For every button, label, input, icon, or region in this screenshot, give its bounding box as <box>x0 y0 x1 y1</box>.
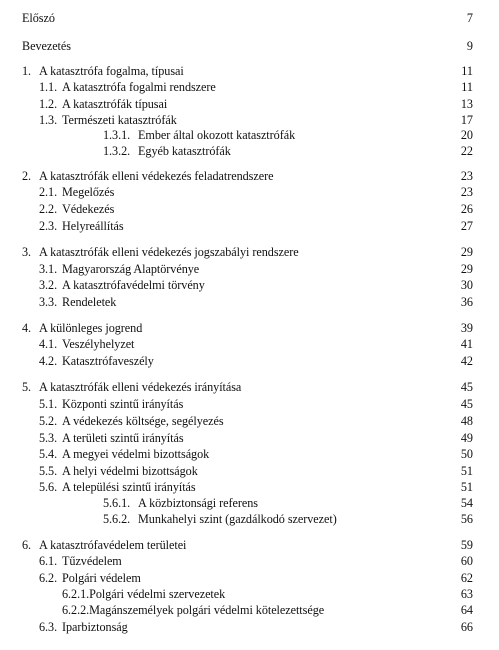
entry-number: 5.6.1. <box>103 496 131 510</box>
entry-number: 1. <box>22 64 32 78</box>
entry-number: 5.2. <box>39 414 58 428</box>
entry-page: 60 <box>460 554 473 568</box>
entry-page: 63 <box>460 587 473 601</box>
entry-title: Veszélyhelyzet <box>62 337 135 351</box>
entry-number: 2.2. <box>39 202 58 216</box>
entry-number: 5. <box>22 380 32 394</box>
entry-page: 42 <box>460 354 473 368</box>
entry-title: A védekezés költsége, segélyezés <box>62 414 224 428</box>
entry-page: 56 <box>460 512 473 526</box>
toc-entry-introduction <box>0 38 499 54</box>
entry-number: 2. <box>22 169 32 183</box>
entry-title: Előszó <box>22 11 55 25</box>
entry-page: 29 <box>460 262 473 276</box>
entry-title: Rendeletek <box>62 295 117 309</box>
entry-title: A katasztrófák elleni védekezés feladatrendszere <box>39 169 274 183</box>
toc-subsection-1-3-1 <box>0 127 499 143</box>
entry-page: 62 <box>460 571 473 585</box>
entry-title: A területi szintű irányítás <box>62 431 184 445</box>
entry-page: 45 <box>460 380 473 394</box>
entry-title: Iparbiztonság <box>62 620 128 634</box>
entry-page: 45 <box>460 397 473 411</box>
entry-number: 6.2. <box>39 571 58 585</box>
entry-title: A helyi védelmi bizottságok <box>62 464 198 478</box>
toc-subsection-6-2-1 <box>0 586 499 602</box>
entry-number: 1.3.2. <box>103 144 131 158</box>
entry-number: 4.1. <box>39 337 58 351</box>
entry-number: 2.1. <box>39 185 58 199</box>
toc-chapter-4 <box>0 320 499 336</box>
toc-section-5-6 <box>0 479 499 495</box>
toc-entry-foreword <box>0 10 499 26</box>
entry-title: Egyéb katasztrófák <box>138 144 231 158</box>
entry-title: Megelőzés <box>62 185 115 199</box>
entry-page: 9 <box>466 39 473 53</box>
toc-section-4-1 <box>0 336 499 352</box>
entry-number: 1.3. <box>39 113 58 127</box>
entry-title: Védekezés <box>62 202 115 216</box>
entry-page: 59 <box>460 538 473 552</box>
toc-chapter-1 <box>0 63 499 79</box>
entry-page: 27 <box>460 219 473 233</box>
entry-page: 30 <box>460 278 473 292</box>
entry-page: 26 <box>460 202 473 216</box>
entry-page: 23 <box>460 185 473 199</box>
entry-title: A katasztrófa fogalma, típusai <box>39 64 184 78</box>
entry-title: Természeti katasztrófák <box>62 113 177 127</box>
entry-title: Polgári védelmi szervezetek <box>89 587 226 601</box>
toc-section-3-2 <box>0 277 499 293</box>
entry-number: 5.5. <box>39 464 58 478</box>
toc-section-6-2 <box>0 570 499 586</box>
toc-section-6-1 <box>0 553 499 569</box>
toc-section-5-2 <box>0 413 499 429</box>
toc-section-2-2 <box>0 201 499 217</box>
entry-title: A katasztrófavédelem területei <box>39 538 187 552</box>
entry-title: Magánszemélyek polgári védelmi kötelezettsége <box>89 603 325 617</box>
entry-number: 6.1. <box>39 554 58 568</box>
entry-number: 6.2.1. <box>62 587 90 601</box>
entry-page: 64 <box>460 603 473 617</box>
toc-section-5-4 <box>0 446 499 462</box>
toc-subsection-1-3-2 <box>0 143 499 159</box>
entry-page: 54 <box>460 496 473 510</box>
entry-title: Ember által okozott katasztrófák <box>138 128 296 142</box>
entry-number: 3.1. <box>39 262 58 276</box>
entry-number: 5.1. <box>39 397 58 411</box>
entry-number: 5.6. <box>39 480 58 494</box>
entry-title: A megyei védelmi bizottságok <box>62 447 210 461</box>
entry-page: 66 <box>460 620 473 634</box>
entry-title: A katasztrófák elleni védekezés jogszabályi rendszere <box>39 245 299 259</box>
entry-number: 6.2.2. <box>62 603 90 617</box>
toc-section-5-3 <box>0 430 499 446</box>
toc-section-1-3 <box>0 112 499 128</box>
toc-subsection-5-6-1 <box>0 495 499 511</box>
entry-page: 22 <box>460 144 473 158</box>
toc-chapter-2 <box>0 168 499 184</box>
toc-section-5-1 <box>0 396 499 412</box>
entry-number: 3.3. <box>39 295 58 309</box>
entry-page: 23 <box>460 169 473 183</box>
entry-page: 49 <box>460 431 473 445</box>
entry-number: 5.6.2. <box>103 512 131 526</box>
toc-section-4-2 <box>0 353 499 369</box>
entry-number: 3.2. <box>39 278 58 292</box>
entry-number: 1.2. <box>39 97 58 111</box>
entry-title: A katasztrófa fogalmi rendszere <box>62 80 216 94</box>
entry-number: 1.1. <box>39 80 58 94</box>
entry-title: Munkahelyi szint (gazdálkodó szervezet) <box>138 512 337 526</box>
entry-title: A katasztrófák típusai <box>62 97 168 111</box>
toc-chapter-3 <box>0 244 499 260</box>
entry-number: 4. <box>22 321 32 335</box>
entry-page: 20 <box>460 128 473 142</box>
entry-title: Polgári védelem <box>62 571 141 585</box>
toc-section-2-3 <box>0 218 499 234</box>
entry-number: 2.3. <box>39 219 58 233</box>
toc-section-1-2 <box>0 96 499 112</box>
toc-section-3-3 <box>0 294 499 310</box>
entry-title: Bevezetés <box>22 39 71 53</box>
entry-page: 51 <box>460 480 473 494</box>
entry-page: 11 <box>461 64 473 78</box>
entry-page: 50 <box>460 447 473 461</box>
toc-section-2-1 <box>0 184 499 200</box>
entry-title: Katasztrófaveszély <box>62 354 154 368</box>
toc-section-3-1 <box>0 261 499 277</box>
entry-page: 41 <box>460 337 473 351</box>
entry-page: 51 <box>460 464 473 478</box>
entry-page: 17 <box>460 113 473 127</box>
entry-page: 7 <box>466 11 473 25</box>
entry-title: Helyreállítás <box>62 219 124 233</box>
entry-title: Tűzvédelem <box>62 554 122 568</box>
entry-page: 36 <box>460 295 473 309</box>
entry-page: 39 <box>460 321 473 335</box>
entry-title: A katasztrófavédelmi törvény <box>62 278 205 292</box>
entry-number: 5.3. <box>39 431 58 445</box>
entry-page: 11 <box>461 80 473 94</box>
entry-title: A katasztrófák elleni védekezés irányítása <box>39 380 242 394</box>
toc-chapter-5 <box>0 379 499 395</box>
entry-number: 3. <box>22 245 32 259</box>
toc-section-6-3 <box>0 619 499 635</box>
entry-page: 13 <box>460 97 473 111</box>
entry-page: 48 <box>460 414 473 428</box>
entry-number: 1.3.1. <box>103 128 131 142</box>
entry-title: Magyarország Alaptörvénye <box>62 262 200 276</box>
toc-section-1-1 <box>0 79 499 95</box>
toc-chapter-6 <box>0 537 499 553</box>
toc-section-5-5 <box>0 463 499 479</box>
entry-page: 29 <box>460 245 473 259</box>
entry-title: Központi szintű irányítás <box>62 397 184 411</box>
entry-number: 5.4. <box>39 447 58 461</box>
entry-title: A közbiztonsági referens <box>138 496 258 510</box>
toc-subsection-5-6-2 <box>0 511 499 527</box>
toc-subsection-6-2-2 <box>0 602 499 618</box>
entry-title: A települési szintű irányítás <box>62 480 196 494</box>
entry-title: A különleges jogrend <box>39 321 143 335</box>
entry-number: 4.2. <box>39 354 58 368</box>
entry-number: 6. <box>22 538 32 552</box>
entry-number: 6.3. <box>39 620 58 634</box>
